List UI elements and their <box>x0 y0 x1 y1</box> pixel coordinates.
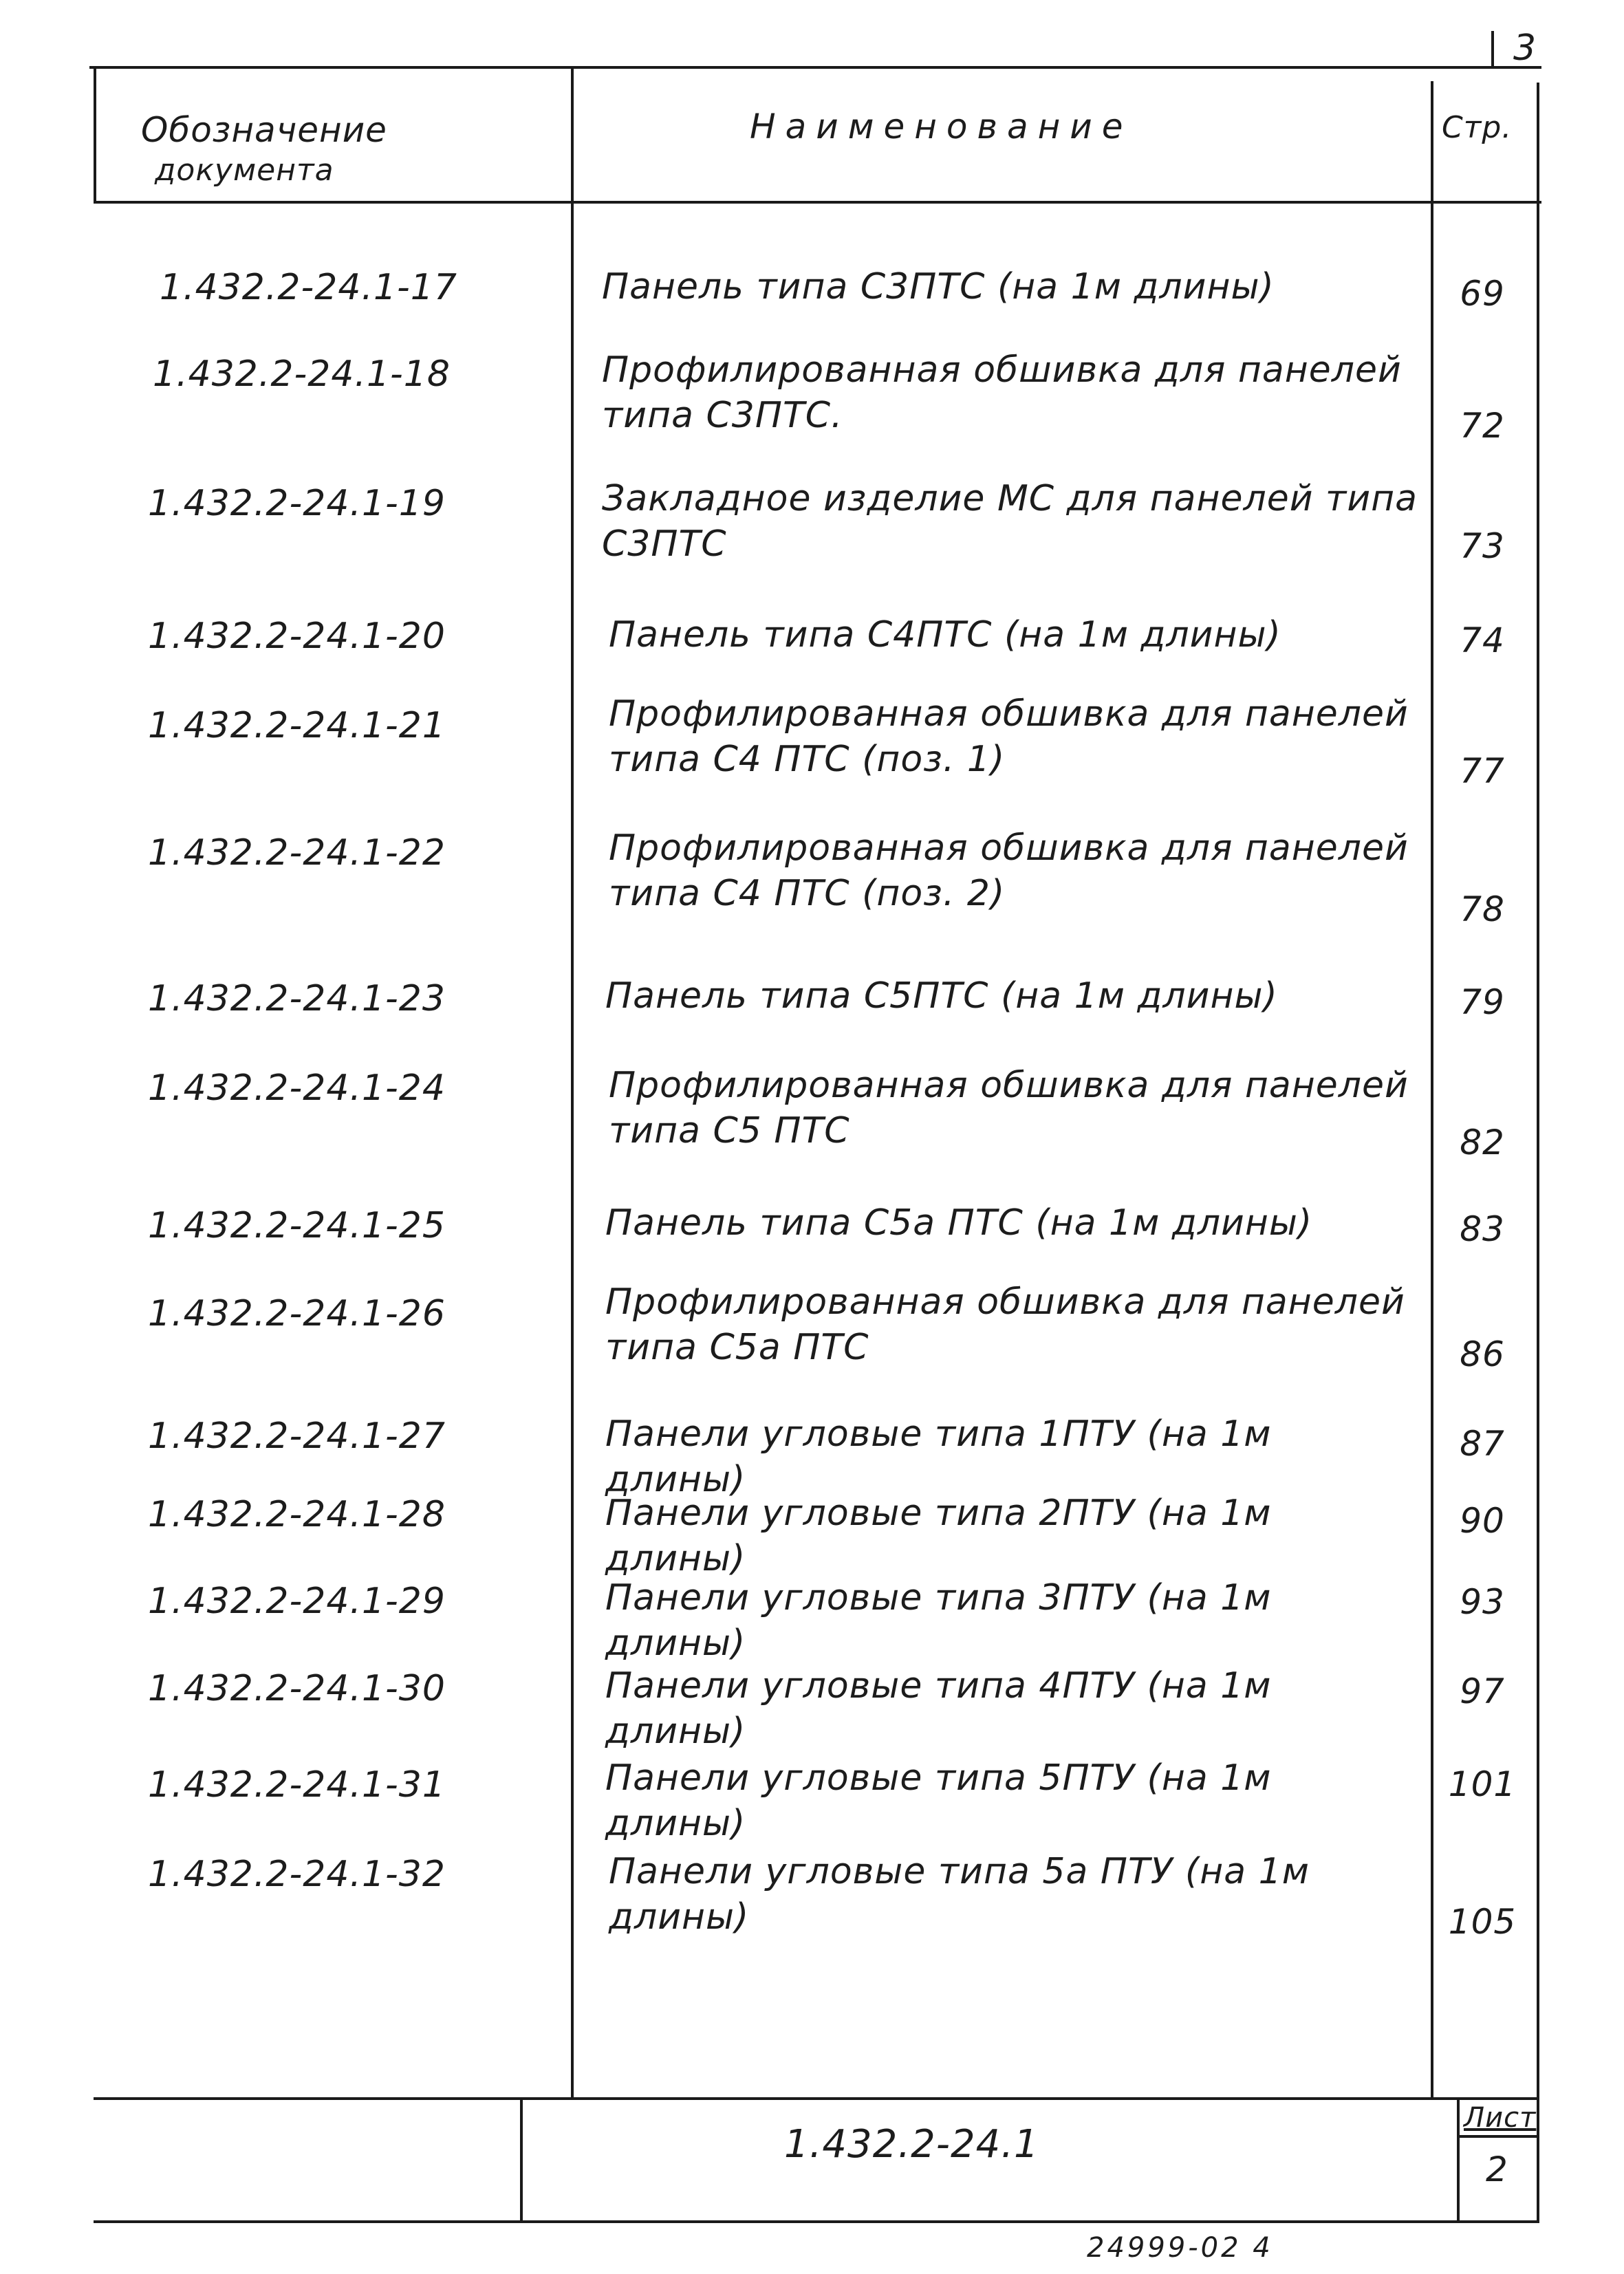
header-name: Наименование <box>750 107 1133 147</box>
row-code: 1.432.2-24.1-30 <box>148 1668 446 1709</box>
col2-divider <box>1431 81 1433 2099</box>
row-code: 1.432.2-24.1-19 <box>148 483 446 524</box>
row-page: 69 <box>1460 274 1505 314</box>
row-name: Панели угловые типа 2ПТУ (на 1м длины) <box>605 1493 1272 1579</box>
stamp-top-line <box>94 2097 1539 2100</box>
row-code: 1.432.2-24.1-20 <box>148 616 446 657</box>
header-bottom-line <box>94 201 1541 204</box>
row-code: 1.432.2-24.1-24 <box>148 1068 446 1109</box>
row-page: 101 <box>1448 1764 1517 1804</box>
row-name: Панели угловые типа 3ПТУ (на 1м длины) <box>605 1577 1272 1664</box>
col1-divider <box>571 66 574 2099</box>
row-name: Панели угловые типа 4ПТУ (на 1м длины) <box>605 1665 1272 1752</box>
frame-left-line <box>94 66 96 204</box>
stamp-divider <box>520 2097 523 2223</box>
row-code: 1.432.2-24.1-17 <box>160 267 457 308</box>
row-code: 1.432.2-24.1-18 <box>153 354 451 395</box>
row-name: Панели угловые типа 1ПТУ (на 1м длины) <box>605 1414 1272 1500</box>
row-page: 83 <box>1460 1209 1505 1249</box>
row-code: 1.432.2-24.1-32 <box>148 1854 446 1895</box>
row-page: 105 <box>1448 1902 1517 1942</box>
stamp-document-code: 1.432.2-24.1 <box>784 2122 1039 2167</box>
row-page: 97 <box>1460 1671 1505 1711</box>
row-code: 1.432.2-24.1-26 <box>148 1293 446 1334</box>
row-name: Профилированная обшивка для панелей типа С5 ПТС <box>609 1065 1409 1151</box>
row-page: 77 <box>1460 751 1505 791</box>
row-code: 1.432.2-24.1-27 <box>148 1416 446 1457</box>
header-page: Стр. <box>1442 110 1513 145</box>
row-name: Профилированная обшивка для панелей типа С3ПТС. <box>602 349 1402 436</box>
row-name: Панель типа С5а ПТС (на 1м длины) <box>605 1202 1313 1244</box>
row-code: 1.432.2-24.1-28 <box>148 1494 446 1535</box>
frame-right-line <box>1537 83 1539 2222</box>
row-name: Профилированная обшивка для панелей типа С4 ПТС (поз. 1) <box>609 693 1409 780</box>
row-page: 90 <box>1460 1501 1505 1541</box>
stamp-sheet-label: Лист <box>1464 2102 1537 2134</box>
corner-vertical-tick <box>1491 31 1494 69</box>
row-name: Панели угловые типа 5ПТУ (на 1м длины) <box>605 1757 1272 1844</box>
frame-bottom-line <box>94 2220 1539 2223</box>
row-name: Закладное изделие МС для панелей типа С3ПТС <box>602 478 1418 565</box>
row-name: Панель типа С3ПТС (на 1м длины) <box>602 266 1275 307</box>
sheet-number-top: 3 <box>1513 28 1537 69</box>
row-name: Профилированная обшивка для панелей типа С4 ПТС (поз. 2) <box>609 827 1409 914</box>
row-page: 78 <box>1460 889 1505 929</box>
row-page: 87 <box>1460 1424 1505 1464</box>
stamp-sheet-value: 2 <box>1486 2150 1508 2189</box>
row-page: 73 <box>1460 526 1505 566</box>
row-page: 72 <box>1460 406 1505 446</box>
header-designation-line2: документа <box>155 153 334 188</box>
row-page: 93 <box>1460 1582 1505 1622</box>
row-name: Панель типа С4ПТС (на 1м длины) <box>609 614 1281 656</box>
row-code: 1.432.2-24.1-23 <box>148 978 446 1019</box>
bottom-archive-note: 24999-02 4 <box>1087 2232 1273 2264</box>
row-name: Профилированная обшивка для панелей типа С5а ПТС <box>605 1281 1405 1368</box>
row-name: Панель типа С5ПТС (на 1м длины) <box>605 975 1278 1017</box>
header-designation-line1: Обозначение <box>141 110 387 150</box>
row-code: 1.432.2-24.1-25 <box>148 1205 446 1246</box>
row-code: 1.432.2-24.1-22 <box>148 832 446 874</box>
row-code: 1.432.2-24.1-31 <box>148 1764 446 1806</box>
row-page: 79 <box>1460 982 1505 1022</box>
row-name: Панели угловые типа 5а ПТУ (на 1м длины) <box>609 1851 1310 1938</box>
row-page: 74 <box>1460 620 1505 660</box>
row-code: 1.432.2-24.1-21 <box>148 705 446 746</box>
stamp-right-box-line <box>1457 2097 1460 2223</box>
row-code: 1.432.2-24.1-29 <box>148 1581 446 1622</box>
frame-top-line <box>89 66 1541 69</box>
row-page: 82 <box>1460 1123 1505 1162</box>
row-page: 86 <box>1460 1334 1505 1374</box>
stamp-sheet-label-line <box>1457 2135 1539 2138</box>
